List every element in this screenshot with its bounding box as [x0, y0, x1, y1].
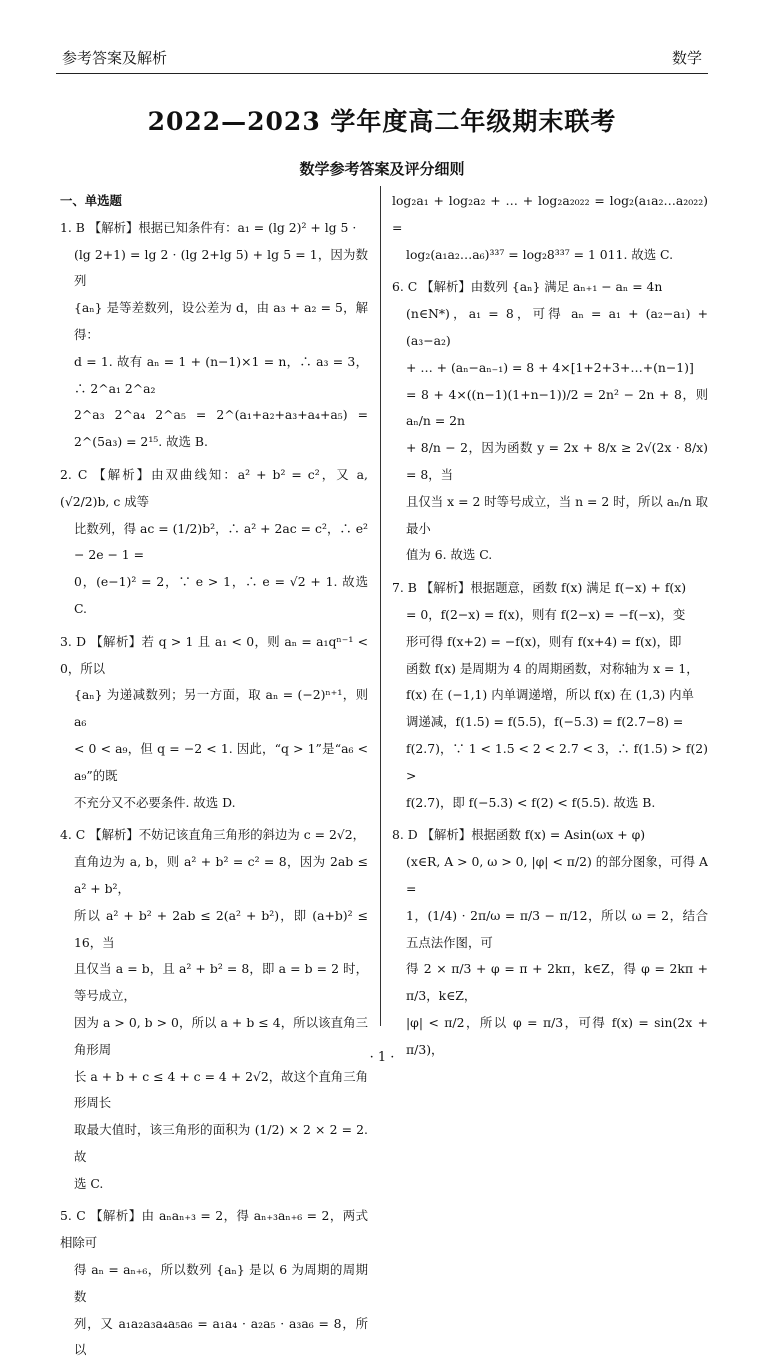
answer-line: f(2.7)，∵ 1 < 1.5 < 2 < 2.7 < 3，∴ f(1.5) > f(2) >	[406, 740, 708, 783]
answer-line: d = 1. 故有 aₙ = 1 + (n−1)×1 = n，∴ a₃ = 3，∴ 2^a₁ 2^a₂	[74, 353, 368, 396]
answer-line: 3. D 【解析】若 q > 1 且 a₁ < 0，则 aₙ = a₁qⁿ⁻¹ < 0，所以	[60, 633, 368, 676]
answer-line: 且仅当 a = b，且 a² + b² = 8，即 a = b = 2 时，等号成立，	[74, 961, 368, 1004]
answer-line: 6. C 【解析】由数列 {aₙ} 满足 aₙ₊₁ − aₙ = 4n	[392, 279, 663, 295]
answer-item-q2	[60, 462, 368, 623]
answer-line: (n∈N*)，a₁ = 8，可得 aₙ = a₁ + (a₂−a₁) + (a₃−a₂)	[406, 306, 708, 348]
answer-line: 1. B 【解析】根据已知条件有：a₁ = (lg 2)² + lg 5 ·	[60, 219, 357, 235]
header-left: 参考答案及解析	[62, 49, 168, 67]
answer-line: 5. C 【解析】由 aₙaₙ₊₃ = 2，得 aₙ₊₃aₙ₊₆ = 2，两式相除可	[60, 1208, 368, 1251]
answer-item-q4	[60, 822, 368, 1197]
answer-line: + … + (aₙ−aₙ₋₁) = 8 + 4×[1+2+3+…+(n−1)]	[406, 359, 694, 375]
answer-item-q6	[392, 274, 708, 569]
answer-line: f(2.7)，即 f(−5.3) < f(2) < f(5.5). 故选 B.	[406, 794, 656, 810]
answer-line: 得 aₙ = aₙ₊₆，所以数列 {aₙ} 是以 6 为周期的周期数	[74, 1262, 368, 1304]
column-divider	[380, 186, 381, 1026]
answer-item-q5_cont	[392, 188, 708, 268]
answer-line: 因为 a > 0, b > 0，所以 a + b ≤ 4，所以该直角三角形周	[74, 1014, 368, 1057]
answer-line: log₂(a₁a₂…a₆)³³⁷ = log₂8³³⁷ = 1 011. 故选 C.	[406, 246, 674, 262]
answer-line: 函数 f(x) 是周期为 4 的周期函数，对称轴为 x = 1，	[406, 660, 699, 676]
answer-line: 7. B 【解析】根据题意，函数 f(x) 满足 f(−x) + f(x)	[392, 580, 687, 596]
answer-line: 长 a + b + c ≤ 4 + c = 4 + 2√2，故这个直角三角形周长	[74, 1068, 368, 1111]
answer-line: 取最大值时，该三角形的面积为 (1/2) × 2 × 2 = 2. 故	[74, 1122, 368, 1164]
answer-item-q8	[392, 822, 708, 1063]
answer-line: = 8 + 4×((n−1)(1+n−1))/2 = 2n² − 2n + 8，则 aₙ/n = 2n	[406, 386, 708, 429]
answer-line: 比数列，得 ac = (1/2)b²，∴ a² + 2ac = c²，∴ e² − 2e − 1 =	[74, 520, 368, 563]
answer-line: 调递减，f(1.5) = f(5.5)，f(−5.3) = f(2.7−8) =	[406, 714, 684, 730]
page-number: · 1 ·	[369, 1050, 395, 1065]
section-heading: 一、单选题	[60, 193, 122, 208]
answer-line: 得 2 × π/3 + φ = π + 2kπ，k∈Z，得 φ = 2kπ + π/3，k∈Z，	[406, 961, 708, 1004]
answer-line: 值为 6. 故选 C.	[406, 547, 493, 563]
answer-line: 1，(1/4) · 2π/ω = π/3 − π/12，所以 ω = 2，结合五点法作图，可	[406, 907, 708, 950]
answer-line: 2^a₃ 2^a₄ 2^a₅ = 2^(a₁+a₂+a₃+a₄+a₅) = 2^(5a₃) = 2¹⁵. 故选 B.	[74, 407, 368, 450]
answer-line: 且仅当 x = 2 时等号成立，当 n = 2 时，所以 aₙ/n 取最小	[406, 493, 708, 536]
answer-line: = 0，f(2−x) = f(x)，则有 f(2−x) = −f(−x)，变	[406, 606, 686, 622]
answer-line: {aₙ} 是等差数列，设公差为 d，由 a₃ + a₂ = 5，解得：	[74, 300, 368, 342]
answer-item-q1	[60, 215, 368, 456]
page-title: 2022—2023 学年度高二年级期末联考	[147, 107, 617, 136]
answer-item-q5	[60, 1203, 368, 1364]
answer-line: + 8/n − 2，因为函数 y = 2x + 8/x ≥ 2√(2x · 8/x) = 8，当	[406, 440, 708, 482]
right-column	[392, 188, 708, 1070]
answer-line: 直角边为 a, b，则 a² + b² = c² = 8，因为 2ab ≤ a² + b²，	[74, 854, 368, 896]
answer-line: 4. C 【解析】不妨记该直角三角形的斜边为 c = 2√2，	[60, 827, 366, 843]
answer-line: log₂a₁ + log₂a₂ + … + log₂a₂₀₂₂ = log₂(a₁a₂…a₂₀₂₂) =	[392, 193, 708, 235]
right-answer-list	[392, 188, 708, 1064]
answer-line: 列，又 a₁a₂a₃a₄a₅a₆ = a₁a₄ · a₂a₅ · a₃a₆ = 8，所以	[74, 1315, 368, 1358]
answer-line: |φ| < π/2，所以 φ = π/3，可得 f(x) = sin(2x + π/3)，	[406, 1014, 708, 1057]
header-right: 数学	[671, 49, 702, 67]
answer-line: 所以 a² + b² + 2ab ≤ 2(a² + b²)，即 (a+b)² ≤ 16，当	[74, 907, 368, 950]
answer-line: (lg 2+1) = lg 2 · (lg 2+lg 5) + lg 5 = 1，因为数列	[74, 246, 368, 289]
answer-item-q3	[60, 629, 368, 817]
answer-line: f(x) 在 (−1,1) 内单调递增，所以 f(x) 在 (1,3) 内单	[406, 687, 694, 703]
answer-line: 0，(e−1)² = 2，∵ e > 1，∴ e = √2 + 1. 故选 C.	[74, 574, 368, 616]
answer-line: < 0 < a₉，但 q = −2 < 1. 因此，“q > 1”是“a₆ < a₉”的既	[74, 740, 368, 783]
answer-line: 形可得 f(x+2) = −f(x)，则有 f(x+4) = f(x)，即	[406, 633, 682, 649]
left-answer-list	[60, 215, 368, 1364]
answer-line: 2. C 【解析】由双曲线知：a² + b² = c²，又 a, (√2/2)b, c 成等	[60, 466, 368, 509]
answer-line: 不充分又不必要条件. 故选 D.	[74, 794, 236, 810]
header-rule	[56, 73, 708, 74]
left-column	[60, 188, 368, 1370]
page-subtitle: 数学参考答案及评分细则	[299, 160, 465, 178]
answer-line: 8. D 【解析】根据函数 f(x) = Asin(ωx + φ)	[392, 827, 646, 843]
answer-line: {aₙ} 为递减数列；另一方面，取 aₙ = (−2)ⁿ⁺¹，则 a₆	[74, 687, 368, 730]
answer-line: (x∈R, A > 0, ω > 0, |φ| < π/2) 的部分图象，可得 A =	[406, 854, 708, 896]
answer-item-q7	[392, 575, 708, 816]
answer-line: 选 C.	[74, 1175, 104, 1191]
